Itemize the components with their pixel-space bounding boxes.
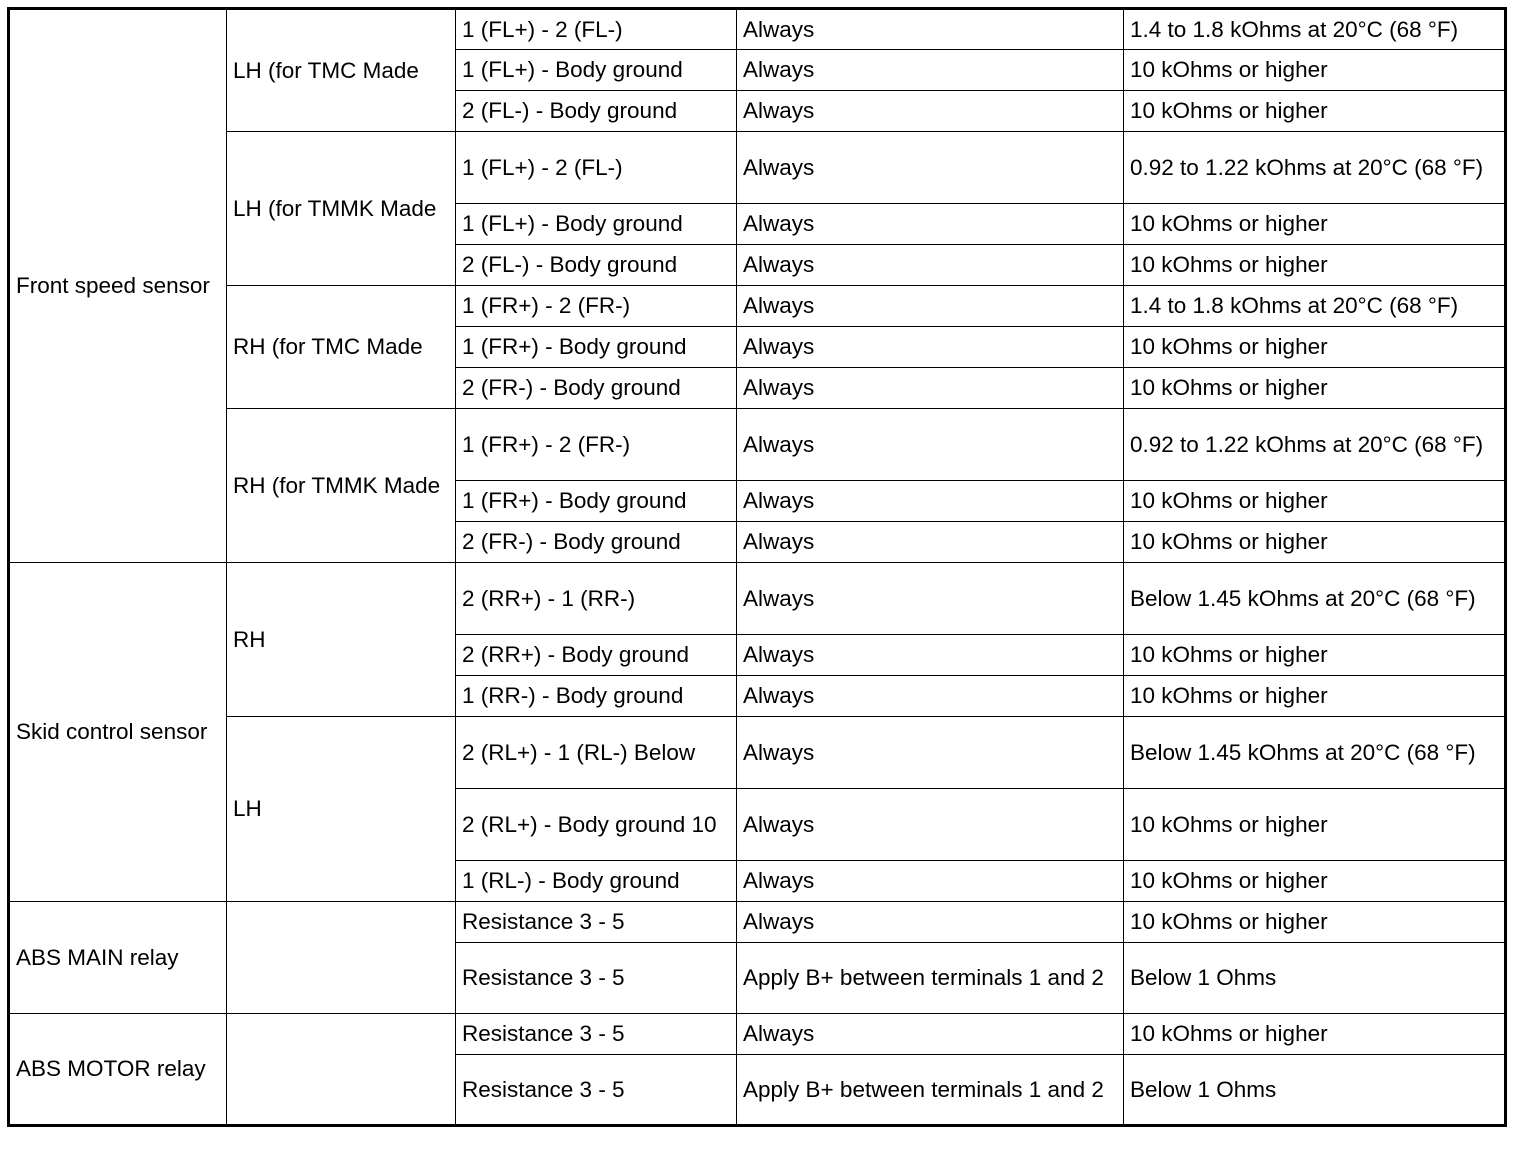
connection-cell: 2 (RL+) - 1 (RL-) Below xyxy=(456,717,737,789)
spec-cell: 1.4 to 1.8 kOhms at 20°C (68 °F) xyxy=(1124,286,1506,327)
connection-cell: 2 (FR-) - Body ground xyxy=(456,522,737,563)
table-row xyxy=(9,286,1506,327)
condition-cell: Always xyxy=(737,522,1124,563)
connection-cell: 1 (FR+) - 2 (FR-) xyxy=(456,286,737,327)
condition-cell: Always xyxy=(737,563,1124,635)
condition-cell: Always xyxy=(737,204,1124,245)
spec-cell: 10 kOhms or higher xyxy=(1124,327,1506,368)
connection-cell: 1 (FR+) - Body ground xyxy=(456,481,737,522)
connection-cell: 2 (FR-) - Body ground xyxy=(456,368,737,409)
condition-cell: Always xyxy=(737,9,1124,50)
component-front-speed-sensor: Front speed sensor xyxy=(9,9,227,563)
spec-cell: 1.4 to 1.8 kOhms at 20°C (68 °F) xyxy=(1124,9,1506,50)
condition-cell: Apply B+ between terminals 1 and 2 xyxy=(737,943,1124,1014)
condition-cell: Always xyxy=(737,789,1124,861)
condition-cell: Always xyxy=(737,132,1124,204)
spec-cell: 0.92 to 1.22 kOhms at 20°C (68 °F) xyxy=(1124,132,1506,204)
table-row xyxy=(9,563,1506,635)
condition-cell: Always xyxy=(737,676,1124,717)
side-rh: RH xyxy=(227,563,456,717)
spec-cell: 10 kOhms or higher xyxy=(1124,789,1506,861)
condition-cell: Always xyxy=(737,861,1124,902)
connection-cell: 1 (FL+) - 2 (FL-) xyxy=(456,132,737,204)
side-empty xyxy=(227,902,456,1014)
connection-cell: 2 (RL+) - Body ground 10 xyxy=(456,789,737,861)
spec-cell: 10 kOhms or higher xyxy=(1124,204,1506,245)
connection-cell: 1 (FR+) - Body ground xyxy=(456,327,737,368)
connection-cell: Resistance 3 - 5 xyxy=(456,902,737,943)
condition-cell: Always xyxy=(737,717,1124,789)
table-row xyxy=(9,1014,1506,1055)
table-row xyxy=(9,409,1506,481)
spec-cell: 10 kOhms or higher xyxy=(1124,861,1506,902)
table-row xyxy=(9,717,1506,789)
spec-cell: 10 kOhms or higher xyxy=(1124,368,1506,409)
spec-cell: 10 kOhms or higher xyxy=(1124,676,1506,717)
connection-cell: 1 (FR+) - 2 (FR-) xyxy=(456,409,737,481)
condition-cell: Always xyxy=(737,409,1124,481)
spec-cell: 10 kOhms or higher xyxy=(1124,522,1506,563)
side-rh-tmc: RH (for TMC Made xyxy=(227,286,456,409)
side-empty xyxy=(227,1014,456,1126)
spec-cell: 10 kOhms or higher xyxy=(1124,50,1506,91)
spec-cell: 10 kOhms or higher xyxy=(1124,635,1506,676)
condition-cell: Always xyxy=(737,1014,1124,1055)
spec-cell: 0.92 to 1.22 kOhms at 20°C (68 °F) xyxy=(1124,409,1506,481)
side-lh-tmc: LH (for TMC Made xyxy=(227,9,456,132)
condition-cell: Always xyxy=(737,902,1124,943)
side-lh: LH xyxy=(227,717,456,902)
connection-cell: 2 (FL-) - Body ground xyxy=(456,245,737,286)
table-row xyxy=(9,902,1506,943)
condition-cell: Always xyxy=(737,635,1124,676)
spec-cell: 10 kOhms or higher xyxy=(1124,481,1506,522)
resistance-spec-table xyxy=(7,7,1507,1127)
condition-cell: Always xyxy=(737,50,1124,91)
spec-cell: Below 1 Ohms xyxy=(1124,1055,1506,1126)
side-rh-tmmk: RH (for TMMK Made xyxy=(227,409,456,563)
connection-cell: 1 (FL+) - Body ground xyxy=(456,50,737,91)
connection-cell: 1 (RR-) - Body ground xyxy=(456,676,737,717)
spec-cell: 10 kOhms or higher xyxy=(1124,91,1506,132)
table-row xyxy=(9,132,1506,204)
connection-cell: Resistance 3 - 5 xyxy=(456,1014,737,1055)
component-abs-motor-relay: ABS MOTOR relay xyxy=(9,1014,227,1126)
condition-cell: Always xyxy=(737,91,1124,132)
spec-cell: 10 kOhms or higher xyxy=(1124,245,1506,286)
side-lh-tmmk: LH (for TMMK Made xyxy=(227,132,456,286)
connection-cell: 2 (RR+) - 1 (RR-) xyxy=(456,563,737,635)
component-abs-main-relay: ABS MAIN relay xyxy=(9,902,227,1014)
condition-cell: Always xyxy=(737,286,1124,327)
connection-cell: 1 (FL+) - 2 (FL-) xyxy=(456,9,737,50)
connection-cell: Resistance 3 - 5 xyxy=(456,1055,737,1126)
table-row xyxy=(9,9,1506,50)
connection-cell: 1 (RL-) - Body ground xyxy=(456,861,737,902)
spec-cell: 10 kOhms or higher xyxy=(1124,1014,1506,1055)
connection-cell: 2 (FL-) - Body ground xyxy=(456,91,737,132)
condition-cell: Always xyxy=(737,327,1124,368)
condition-cell: Always xyxy=(737,368,1124,409)
spec-cell: Below 1 Ohms xyxy=(1124,943,1506,1014)
connection-cell: 2 (RR+) - Body ground xyxy=(456,635,737,676)
connection-cell: Resistance 3 - 5 xyxy=(456,943,737,1014)
spec-cell: Below 1.45 kOhms at 20°C (68 °F) xyxy=(1124,563,1506,635)
condition-cell: Always xyxy=(737,245,1124,286)
condition-cell: Apply B+ between terminals 1 and 2 xyxy=(737,1055,1124,1126)
component-skid-control-sensor: Skid control sensor xyxy=(9,563,227,902)
spec-cell: 10 kOhms or higher xyxy=(1124,902,1506,943)
condition-cell: Always xyxy=(737,481,1124,522)
spec-cell: Below 1.45 kOhms at 20°C (68 °F) xyxy=(1124,717,1506,789)
connection-cell: 1 (FL+) - Body ground xyxy=(456,204,737,245)
